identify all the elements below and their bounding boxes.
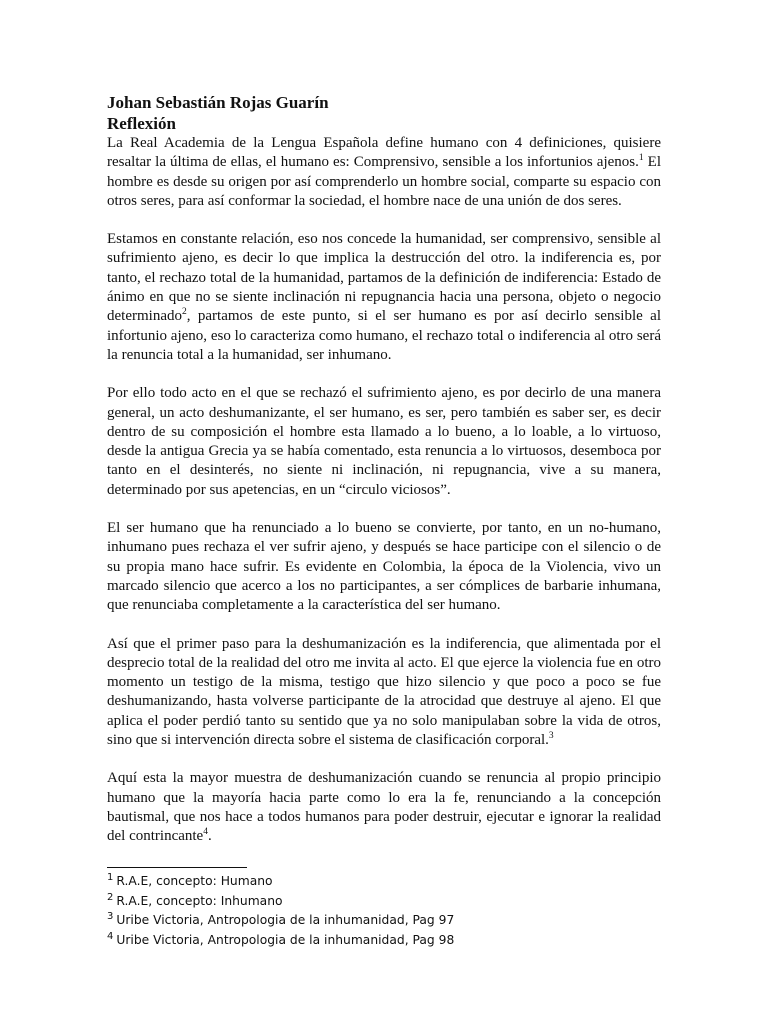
paragraph-text: Así que el primer paso para la deshumanización es la indiferencia, que alimentada por el desprecio total de la realidad del otro me invita al acto. El que ejerce la violencia fue en otro momento un testigo de la misma, testigo que hizo silencio y que poco a poco se fue deshumanizando, hasta volverse participante de la atrocidad que destruye al ajeno. El que aplica el poder perdió tanto su sentido que ya no solo manipulaban sobre la vida de otros, sino que si intervención directa sobre el sistema de clasificación corporal. bbox=[107, 635, 661, 749]
footnote-reference[interactable]: 4 bbox=[203, 827, 208, 838]
footnote-number: 1 bbox=[107, 872, 114, 883]
paragraph-text: , partamos de este punto, si el ser humano es por así decirlo sensible al infortunio ajeno, eso lo caracteriza como humano, el rechazo total o indiferencia al otro será la renuncia total a la humanidad, ser inhumano. bbox=[107, 308, 661, 363]
footnote-separator bbox=[107, 867, 247, 868]
paragraph-text: El hombre es desde su origen por así comprenderlo un hombre social, comparte su espacio con otros seres, para así conformar la sociedad, el hombre nace de una unión de dos seres. bbox=[107, 154, 661, 209]
footnote-3 bbox=[107, 909, 662, 929]
document-heading: Reflexión bbox=[107, 114, 176, 133]
paragraph-4 bbox=[107, 519, 661, 615]
paragraph-text: La Real Academia de la Lengua Española define humano con 4 definiciones, quisiere resaltar la última de ellas, el humano es: Comprensivo, sensible a los infortunios ajenos. bbox=[107, 135, 661, 171]
footnote-reference[interactable]: 2 bbox=[181, 307, 187, 318]
paragraph-text: Por ello todo acto en el que se rechazó el sufrimiento ajeno, es por decirlo de una manera general, un acto deshumanizante, el ser humano, es ser, pero también es saber ser, es decir dentro de su composición el hombre esta llamado a lo bueno, a lo loable, a lo virtuoso, desde la antigua Grecia ya se había comentado, esta renuncia a lo virtuosos, desemboca por tanto en el desinterés, no siente ni inclinación, ni repugnancia, vive a su manera, determinado por sus apetencias, en un “circulo viciosos”. bbox=[107, 385, 661, 498]
author-name: Johan Sebastián Rojas Guarín bbox=[107, 93, 329, 112]
footnote-text: R.A.E, concepto: Inhumano bbox=[116, 893, 283, 908]
paragraph-3 bbox=[107, 384, 661, 500]
paragraph-text: El ser humano que ha renunciado a lo bueno se convierte, por tanto, en un no-humano, inhumano pues rechaza el ver sufrir ajeno, y después se hace participe con el silencio o de su propia mano hace sufrir. Es evidente en Colombia, la época de la Violencia, vivo un marcado silencio que acerco a los no participantes, a ser cómplices de barbarie inhumana, que renunciaba completamente a la característica del ser humano. bbox=[107, 520, 661, 614]
paragraph-text: Aquí esta la mayor muestra de deshumanización cuando se renuncia al propio principio humano que la mayoría hacia parte como lo era la fe, renunciando a la concepción bautismal, que nos hace a todos humanos para poder destruir, ejecutar e ignorar la realidad del contrincante bbox=[107, 770, 661, 845]
paragraph-1 bbox=[107, 134, 661, 211]
paragraph-5 bbox=[107, 635, 661, 751]
footnote-4 bbox=[107, 929, 662, 949]
footnote-text: Uribe Victoria, Antropologia de la inhumanidad, Pag 97 bbox=[116, 913, 455, 928]
footnote-text: Uribe Victoria, Antropologia de la inhumanidad, Pag 98 bbox=[116, 932, 455, 947]
footnote-2 bbox=[107, 890, 662, 910]
footnotes-section bbox=[107, 867, 662, 948]
paragraph-2 bbox=[107, 230, 661, 365]
footnote-reference[interactable]: 3 bbox=[548, 731, 554, 742]
footnote-number: 2 bbox=[107, 891, 114, 903]
footnote-number: 4 bbox=[107, 930, 114, 942]
paragraph-text: . bbox=[207, 828, 212, 845]
footnote-text: R.A.E, concepto: Humano bbox=[116, 874, 273, 889]
paragraph-text: Estamos en constante relación, eso nos concede la humanidad, ser comprensivo, sensible al sufrimiento ajeno, es decir lo que implica la destrucción del otro. la indiferencia es, por tanto, el rechazo total de la humanidad, partamos de la definición de indiferencia: Estado de ánimo en que no se siente inclinación ni repugnancia hacia una persona, objeto o negocio determinado bbox=[107, 231, 661, 325]
footnote-reference[interactable]: 1 bbox=[638, 153, 644, 164]
document-body bbox=[107, 134, 661, 847]
paragraph-6 bbox=[107, 769, 661, 846]
footnote-number: 3 bbox=[107, 911, 114, 923]
footnote-1 bbox=[107, 870, 662, 890]
